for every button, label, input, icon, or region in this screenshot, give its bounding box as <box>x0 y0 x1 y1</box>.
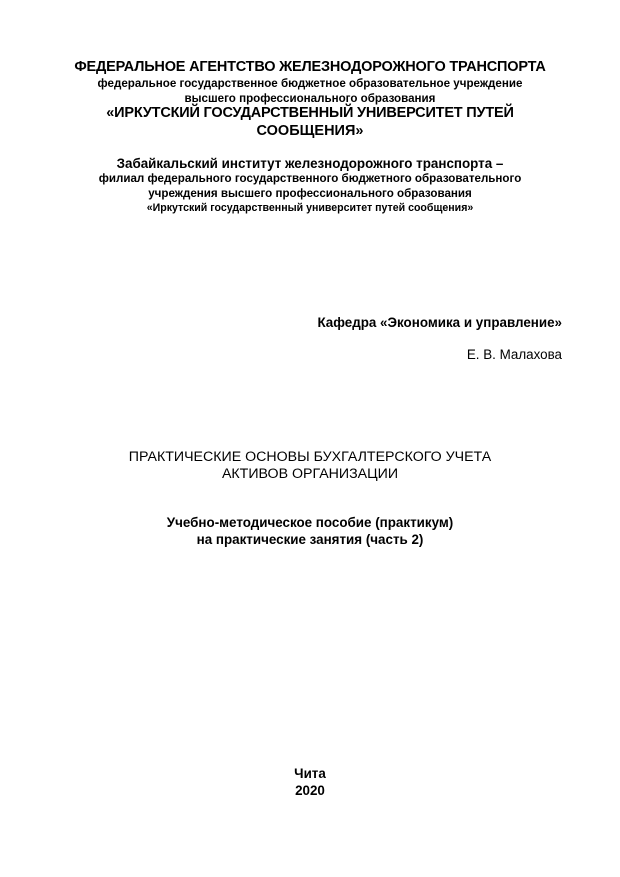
author-name: Е. В. Малахова <box>466 347 562 362</box>
document-title-line-2: АКТИВОВ ОРГАНИЗАЦИИ <box>221 466 399 482</box>
department-name: Кафедра «Экономика и управление» <box>317 315 562 330</box>
document-subtitle-line-1: Учебно-методическое пособие (практикум) <box>166 515 454 530</box>
university-name-line-1: «ИРКУТСКИЙ ГОСУДАРСТВЕННЫЙ УНИВЕРСИТЕТ ПУТЕЙ <box>106 105 514 121</box>
branch-line-1: филиал федерального государственного бюджетного образовательного <box>98 172 522 185</box>
city: Чита <box>294 766 326 781</box>
branch-line-3: «Иркутский государственный университет путей сообщения» <box>146 202 474 214</box>
institution-type-line-1: федеральное государственное бюджетное образовательное учреждение <box>97 77 523 90</box>
institute-name: Забайкальский институт железнодорожного транспорта – <box>116 156 504 171</box>
branch-line-2: учреждения высшего профессионального образования <box>148 187 472 200</box>
year: 2020 <box>295 783 325 798</box>
document-subtitle-line-2: на практические занятия (часть 2) <box>196 532 424 547</box>
document-title-line-1: ПРАКТИЧЕСКИЕ ОСНОВЫ БУХГАЛТЕРСКОГО УЧЕТА <box>128 449 492 465</box>
university-name-line-2: СООБЩЕНИЯ» <box>256 123 364 139</box>
agency-name: ФЕДЕРАЛЬНОЕ АГЕНТСТВО ЖЕЛЕЗНОДОРОЖНОГО ТРАНСПОРТА <box>74 59 546 75</box>
institution-type-line-2: высшего профессионального образования <box>184 92 436 105</box>
